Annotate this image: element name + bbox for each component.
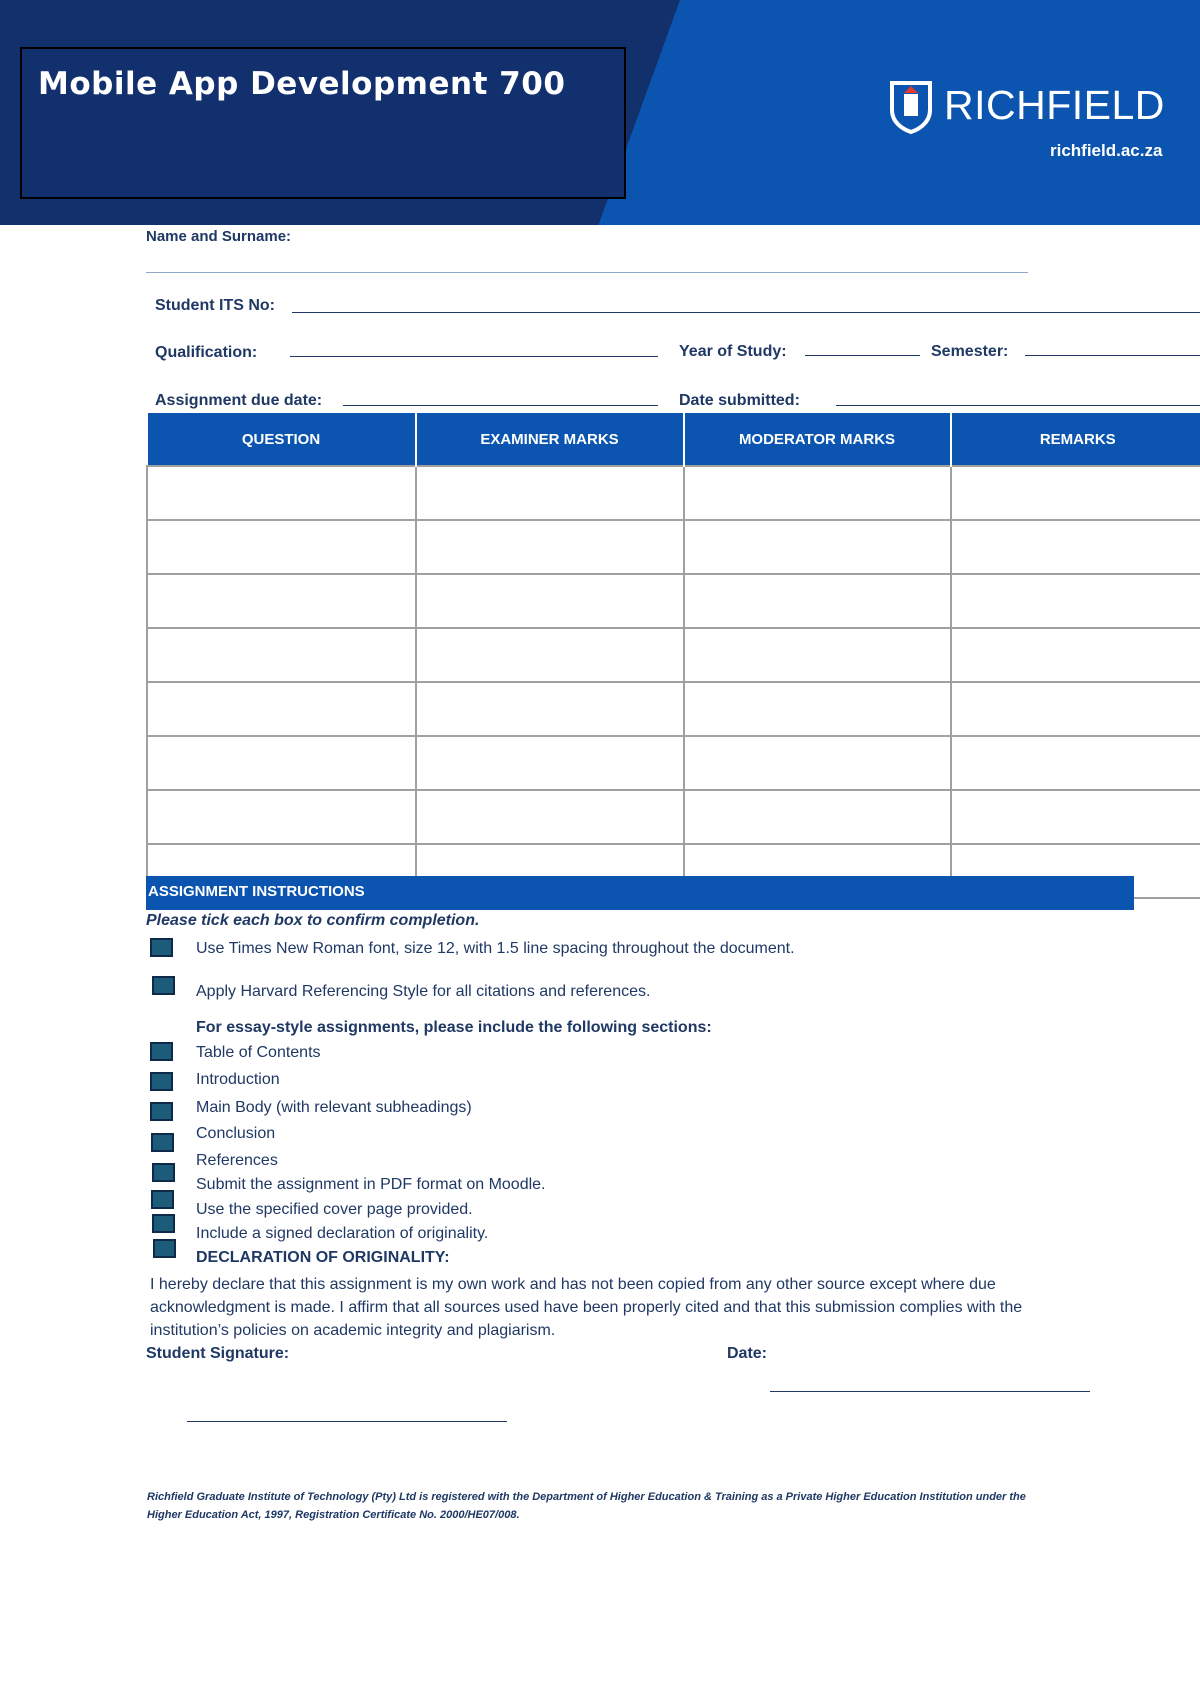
table-row xyxy=(147,628,1200,682)
checkbox-conclusion[interactable] xyxy=(151,1133,174,1152)
checkbox-declaration[interactable] xyxy=(153,1239,176,1258)
table-row xyxy=(147,520,1200,574)
richfield-logo-text: RICHFIELD xyxy=(944,82,1165,128)
its-number-label: Student ITS No: xyxy=(155,297,275,314)
name-surname-field[interactable] xyxy=(146,272,1028,273)
table-cell[interactable] xyxy=(416,790,684,844)
declaration-heading: DECLARATION OF ORIGINALITY: xyxy=(196,1249,450,1266)
marks-table-header-row xyxy=(147,413,1200,467)
shield-logo-icon xyxy=(889,80,933,134)
signature-label: Student Signature: xyxy=(146,1345,290,1362)
column-header-question: QUESTION xyxy=(147,413,416,467)
checkbox-references[interactable] xyxy=(152,1163,175,1182)
table-cell[interactable] xyxy=(416,736,684,790)
checkbox-main-body[interactable] xyxy=(150,1102,173,1121)
table-cell[interactable] xyxy=(684,520,951,574)
table-row xyxy=(147,466,1200,520)
section-conclusion: Conclusion xyxy=(196,1125,276,1142)
date-label: Date: xyxy=(727,1345,768,1362)
table-cell[interactable] xyxy=(951,682,1200,736)
table-cell[interactable] xyxy=(951,736,1200,790)
table-row xyxy=(147,736,1200,790)
checkbox-table-of-contents[interactable] xyxy=(150,1042,173,1061)
table-cell[interactable] xyxy=(416,466,684,520)
table-cell[interactable] xyxy=(147,682,416,736)
table-cell[interactable] xyxy=(684,628,951,682)
qualification-label: Qualification: xyxy=(155,344,258,361)
instruction-pdf-moodle: Submit the assignment in PDF format on Moodle. xyxy=(196,1176,546,1193)
table-cell[interactable] xyxy=(684,682,951,736)
checkbox-pdf-moodle[interactable] xyxy=(151,1190,174,1209)
table-cell[interactable] xyxy=(684,574,951,628)
table-cell[interactable] xyxy=(684,790,951,844)
instructions-title: ASSIGNMENT INSTRUCTIONS xyxy=(148,883,365,900)
checkbox-cover-page[interactable] xyxy=(152,1214,175,1233)
due-date-field[interactable] xyxy=(343,405,658,406)
instruction-font: Use Times New Roman font, size 12, with 1.5 line spacing throughout the document. xyxy=(196,940,795,957)
table-cell[interactable] xyxy=(147,520,416,574)
table-cell[interactable] xyxy=(951,790,1200,844)
section-main-body: Main Body (with relevant subheadings) xyxy=(196,1099,472,1116)
table-cell[interactable] xyxy=(416,628,684,682)
table-cell[interactable] xyxy=(147,628,416,682)
tick-note: Please tick each box to confirm completion. xyxy=(146,912,480,929)
due-date-label: Assignment due date: xyxy=(155,392,323,409)
date-submitted-field[interactable] xyxy=(836,405,1200,406)
table-cell[interactable] xyxy=(147,574,416,628)
semester-field[interactable] xyxy=(1025,355,1200,356)
column-header-moderator-marks: MODERATOR MARKS xyxy=(684,413,951,467)
table-row xyxy=(147,790,1200,844)
instruction-declaration: Include a signed declaration of originality. xyxy=(196,1225,489,1242)
table-cell[interactable] xyxy=(416,574,684,628)
table-cell[interactable] xyxy=(684,736,951,790)
column-header-examiner-marks: EXAMINER MARKS xyxy=(416,413,684,467)
website-url: richfield.ac.za xyxy=(1050,141,1163,160)
instruction-cover-page: Use the specified cover page provided. xyxy=(196,1201,473,1218)
table-cell[interactable] xyxy=(951,574,1200,628)
document-title: Mobile App Development 700 xyxy=(38,66,566,102)
year-of-study-label: Year of Study: xyxy=(679,343,787,360)
table-cell[interactable] xyxy=(951,466,1200,520)
column-header-remarks: REMARKS xyxy=(951,413,1200,467)
semester-label: Semester: xyxy=(931,343,1009,360)
table-cell[interactable] xyxy=(684,466,951,520)
marks-table xyxy=(146,412,1200,899)
name-surname-label: Name and Surname: xyxy=(146,228,292,245)
table-cell[interactable] xyxy=(147,736,416,790)
section-introduction: Introduction xyxy=(196,1071,280,1088)
table-cell[interactable] xyxy=(951,520,1200,574)
signature-field[interactable] xyxy=(187,1421,507,1422)
table-row xyxy=(147,574,1200,628)
date-field[interactable] xyxy=(770,1391,1090,1392)
table-cell[interactable] xyxy=(416,520,684,574)
table-cell[interactable] xyxy=(147,466,416,520)
table-cell[interactable] xyxy=(951,628,1200,682)
footer-registration-note: Richfield Graduate Institute of Technology (Pty) Ltd is registered with the Department of Higher Education & Training as a Private Higher Education Institution under the Higher Education Act, 1997, Registration Certificate No. 2000/HE07/008. xyxy=(147,1491,1026,1521)
checkbox-font-requirement[interactable] xyxy=(150,938,173,957)
table-row xyxy=(147,682,1200,736)
instruction-referencing: Apply Harvard Referencing Style for all citations and references. xyxy=(196,983,651,1000)
essay-sections-heading: For essay-style assignments, please include the following sections: xyxy=(196,1019,712,1036)
section-references: References xyxy=(196,1152,278,1169)
qualification-field[interactable] xyxy=(290,356,658,357)
section-table-of-contents: Table of Contents xyxy=(196,1044,321,1061)
its-number-field[interactable] xyxy=(292,312,1200,313)
year-of-study-field[interactable] xyxy=(805,355,920,356)
declaration-text: I hereby declare that this assignment is my own work and has not been copied from any other source except where due acknowledgment is made. I affirm that all sources used have been properly cited and that this submission complies with the institution’s policies on academic integrity and plagiarism. xyxy=(150,1276,1023,1339)
date-submitted-label: Date submitted: xyxy=(679,392,800,409)
checkbox-harvard-referencing[interactable] xyxy=(152,976,175,995)
table-cell[interactable] xyxy=(416,682,684,736)
table-cell[interactable] xyxy=(147,790,416,844)
checkbox-introduction[interactable] xyxy=(150,1072,173,1091)
